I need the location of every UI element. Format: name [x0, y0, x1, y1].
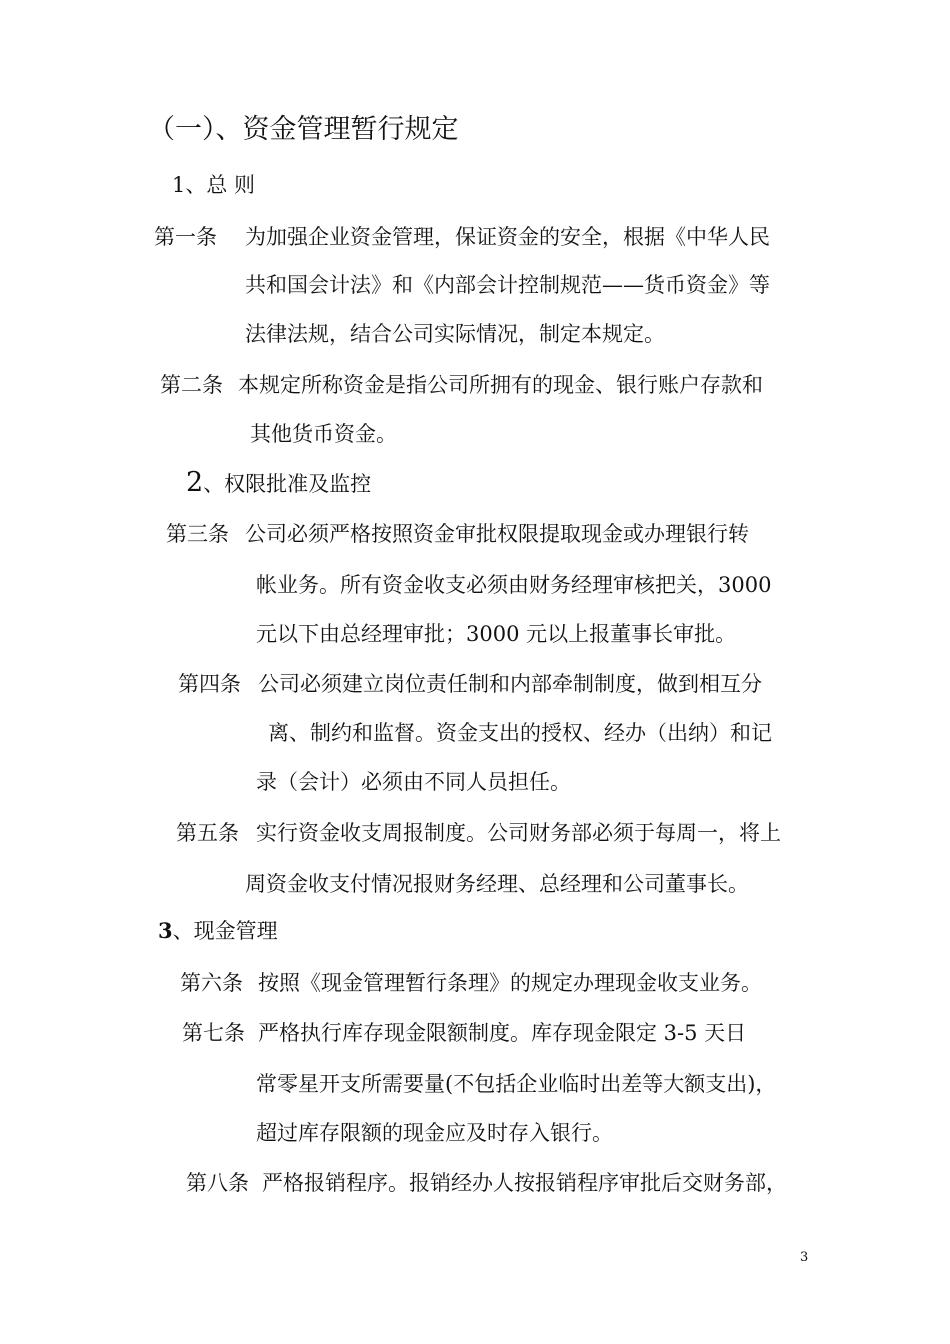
section-heading-authority — [186, 467, 372, 498]
article-label-7: 第七条 — [182, 1021, 245, 1045]
article-label-8: 第八条 — [186, 1171, 249, 1195]
section-heading-cash — [158, 918, 278, 944]
article-5-line-1: 实行资金收支周报制度。公司财务部必须于每周一，将上 — [256, 821, 781, 845]
article-label-6: 第六条 — [180, 971, 243, 995]
article-label-1: 第一条 — [154, 225, 217, 249]
section-heading-text: 、现金管理 — [172, 919, 278, 943]
article-3-line-1: 公司必须严格按照资金审批权限提取现金或办理银行转 — [245, 522, 749, 546]
article-6-line-1: 按照《现金管理暂行条理》的规定办理现金收支业务。 — [258, 971, 762, 995]
article-1-line-2: 共和国会计法》和《内部会计控制规范——货币资金》等 — [245, 273, 770, 297]
page-number: 3 — [800, 1250, 809, 1265]
article-3-line-3: 元以下由总经理审批；3000 元以上报董事长审批。 — [256, 622, 737, 646]
article-2-line-2: 其他货币资金。 — [250, 422, 397, 446]
article-2-line-1: 本规定所称资金是指公司所拥有的现金、银行账户存款和 — [238, 373, 763, 397]
section-heading-general: 1、总 则 — [172, 173, 256, 197]
article-1-line-3: 法律法规，结合公司实际情况，制定本规定。 — [245, 322, 665, 346]
section-heading-number: 3 — [158, 918, 173, 943]
article-5-line-2: 周资金收支付情况报财务经理、总经理和公司董事长。 — [245, 872, 749, 896]
section-heading-number: 2 — [186, 467, 204, 498]
article-label-5: 第五条 — [176, 821, 239, 845]
article-4-line-3: 录（会计）必须由不同人员担任。 — [256, 770, 571, 794]
article-label-3: 第三条 — [166, 522, 229, 546]
article-3-line-2: 帐业务。所有资金收支必须由财务经理审核把关，3000 — [256, 573, 772, 597]
article-7-line-1: 严格执行库存现金限额制度。库存现金限定 3-5 天日 — [258, 1021, 747, 1045]
article-1-line-1: 为加强企业资金管理，保证资金的安全，根据《中华人民 — [245, 225, 770, 249]
article-4-line-2: 离、制约和监督。资金支出的授权、经办（出纳）和记 — [268, 721, 772, 745]
article-label-4: 第四条 — [178, 672, 241, 696]
article-8-line-1: 严格报销程序。报销经办人按报销程序审批后交财务部， — [262, 1171, 787, 1195]
section-heading-text: 、权限批准及监控 — [203, 472, 372, 496]
article-7-line-2: 常零星开支所需要量(不包括企业临时出差等大额支出)， — [256, 1072, 777, 1096]
article-label-2: 第二条 — [160, 373, 223, 397]
document-title: （一）、资金管理暂行规定 — [148, 114, 459, 145]
article-4-line-1: 公司必须建立岗位责任制和内部牵制制度，做到相互分 — [258, 672, 762, 696]
article-7-line-3: 超过库存限额的现金应及时存入银行。 — [256, 1121, 613, 1145]
